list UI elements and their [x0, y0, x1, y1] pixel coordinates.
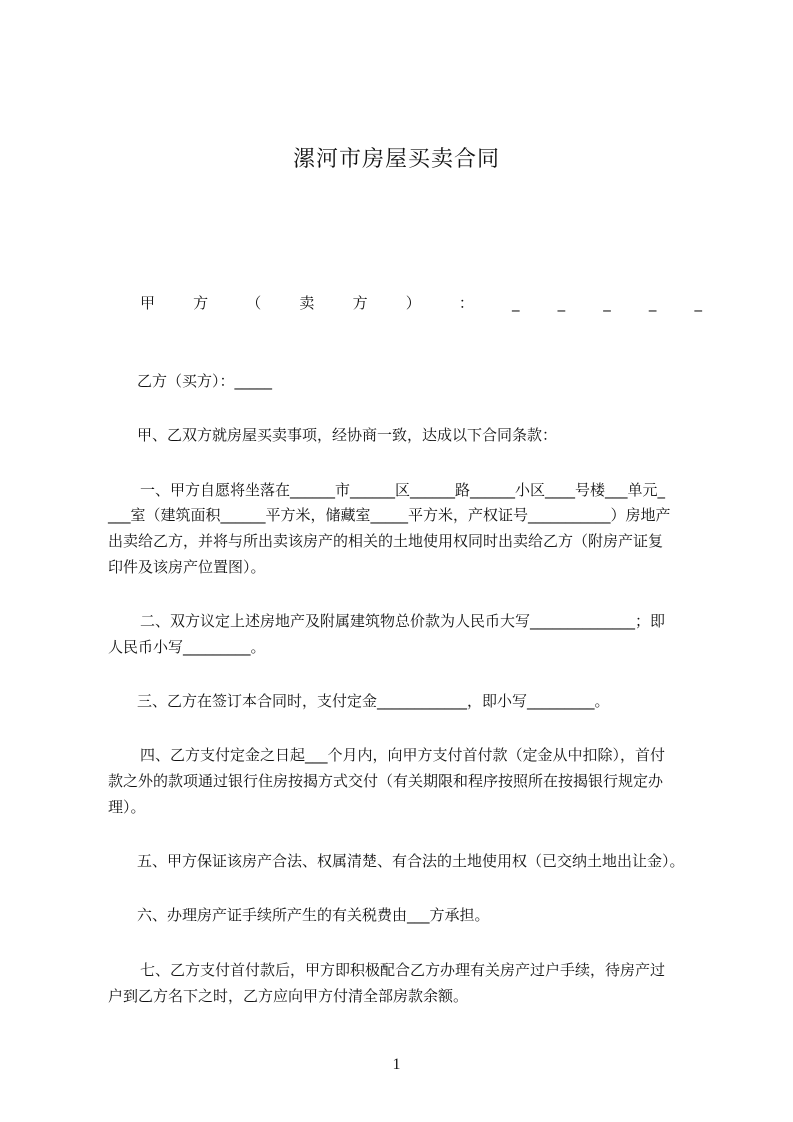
party-b-line: 乙方（买方）：_____ [137, 372, 273, 390]
party-a-blank: _ [511, 294, 520, 312]
clause-1-line: ___室（建筑面积______平方米，储藏室_____平方米，产权证号___________）房地产 [108, 506, 671, 524]
party-a-char: ） [405, 294, 421, 312]
clause-4-line: 理）。 [108, 798, 146, 816]
clause-2-line: 人民币小写_________。 [108, 638, 266, 656]
party-a-blank: _ [557, 294, 566, 312]
party-a-blank: _ [603, 294, 611, 312]
contract-title: 漯河市房屋买卖合同 [292, 147, 500, 172]
clause-7-line: 七、乙方支付首付款后，甲方即积极配合乙方办理有关房产过户手续，待房产过 [140, 961, 666, 979]
party-a-char: ： [458, 294, 474, 312]
party-a-char: 卖 [299, 294, 315, 312]
party-a-char: 方 [193, 294, 209, 312]
intro-paragraph: 甲、乙双方就房屋买卖事项，经协商一致，达成以下合同条款： [137, 426, 558, 444]
clause-4-line: 款之外的款项通过银行住房按揭方式交付（有关期限和程序按照所在按揭银行规定办 [108, 772, 664, 790]
clause-2-line: 二、双方议定上述房地产及附属建筑物总价款为人民币大写______________；即 [140, 612, 666, 630]
clause-5-line: 五、甲方保证该房产合法、权属清楚、有合法的土地使用权（已交纳土地出让金）。 [137, 852, 685, 870]
clause-1-line: 一、甲方自愿将坐落在______市______区______路______小区____号楼___单元_ [140, 481, 666, 499]
clause-6-line: 六、办理房产证手续所产生的有关税费由___方承担。 [137, 906, 490, 924]
clause-7-line: 户到乙方名下之时，乙方应向甲方付清全部房款余额。 [108, 987, 469, 1005]
clause-3-line: 三、乙方在签订本合同时，支付定金____________，即小写_________。 [137, 692, 610, 710]
clause-4-line: 四、乙方支付定金之日起___个月内，向甲方支付首付款（定金从中扣除），首付 [140, 746, 666, 764]
party-a-char: 方 [352, 294, 368, 312]
page-number: 1 [392, 1056, 401, 1073]
party-a-line [140, 290, 702, 316]
party-a-char: （ [246, 294, 262, 312]
clause-1-line: 印件及该房产位置图）。 [108, 558, 266, 576]
party-a-blank: _ [648, 294, 657, 312]
party-a-blank: _ [694, 294, 702, 312]
clause-1-line: 出卖给乙方，并将与所出卖该房产的相关的土地使用权同时出卖给乙方（附房产证复 [108, 532, 664, 550]
party-a-char: 甲 [140, 294, 156, 312]
